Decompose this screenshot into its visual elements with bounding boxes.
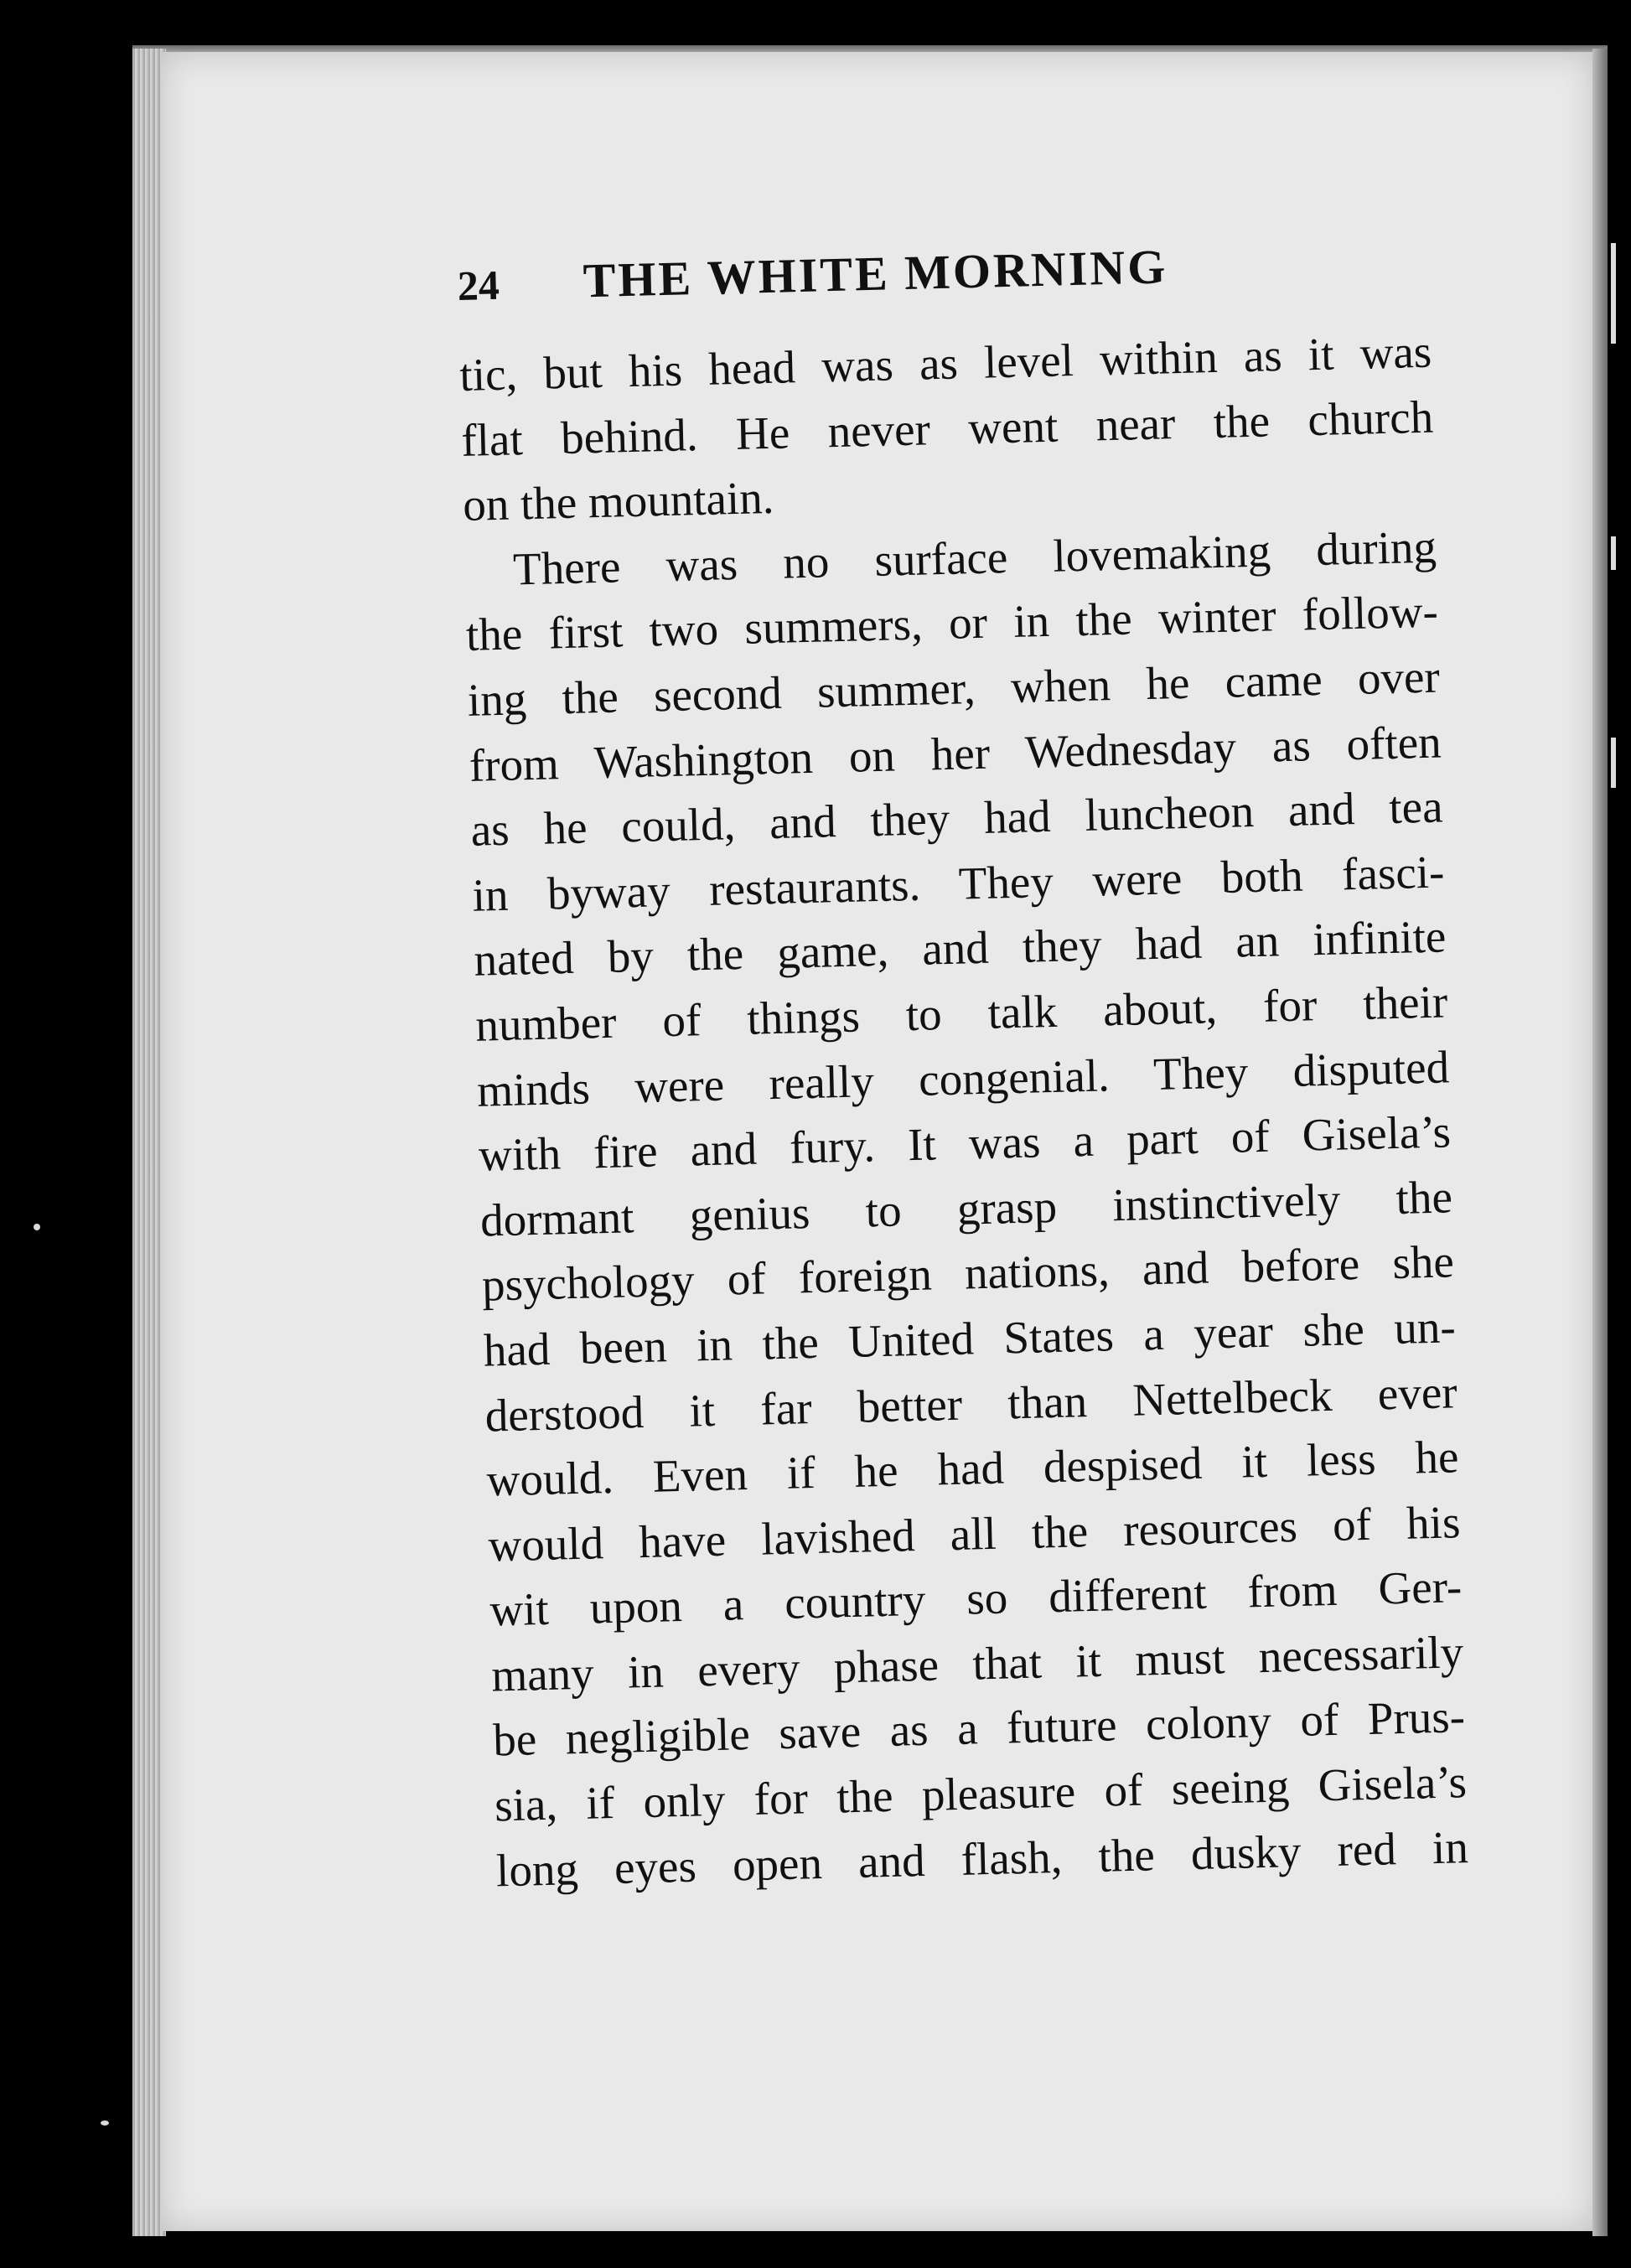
text-line: ing the second summer, when he came over (467, 650, 1441, 726)
edge-mark (1611, 738, 1616, 788)
text-line: flat behind. He never went near the church (460, 391, 1434, 466)
text-line: tic, but his head was as level within as it was (458, 325, 1432, 401)
text-line: derstood it far better than Nettelbeck ever (484, 1365, 1458, 1442)
page-right-edge (1592, 49, 1608, 2236)
text-line: from Washington on her Wednesday as often (469, 716, 1442, 791)
text-line: many in every phase that it must necessarily (490, 1626, 1464, 1701)
text-line: as he could, and they had luncheon and tea (470, 780, 1444, 856)
page-text-block (457, 232, 1469, 1903)
text-line: dormant genius to grasp instinctively the (479, 1171, 1453, 1246)
text-line: sia, if only for the pleasure of seeing Gisela’s (494, 1756, 1468, 1831)
text-line: psychology of foreign nations, and before she (481, 1235, 1455, 1311)
scan-speck (34, 1224, 40, 1230)
text-line: nated by the game, and they had an infinite (473, 910, 1447, 986)
page-number: 24 (457, 261, 500, 309)
text-line: would. Even if he had despised it less he (485, 1431, 1460, 1506)
text-line: There was no surface lovemaking during (512, 520, 1437, 595)
text-line: be negligible save as a future colony of Prus- (492, 1691, 1466, 1766)
text-line: would have lavished all the resources of his (487, 1495, 1462, 1572)
scan-speck (101, 2120, 109, 2126)
edge-mark (1611, 536, 1616, 570)
text-line: with fire and fury. It was a part of Gisela’s (478, 1106, 1452, 1181)
text-line: on the mountain. (462, 472, 775, 531)
text-line: number of things to talk about, for their (474, 976, 1448, 1051)
text-line: in byway restaurants. They were both fasci- (471, 846, 1446, 921)
running-title: THE WHITE MORNING (582, 239, 1169, 308)
text-line: minds were really congenial. They disputed (476, 1040, 1450, 1116)
text-line: the first two summers, or in the winter follow- (465, 585, 1439, 661)
text-line: had been in the United States a year she un- (483, 1301, 1457, 1376)
text-line: wit upon a country so different from Ger- (489, 1561, 1463, 1636)
text-line: long eyes open and flash, the dusky red in (495, 1820, 1469, 1897)
edge-mark (1611, 243, 1616, 344)
